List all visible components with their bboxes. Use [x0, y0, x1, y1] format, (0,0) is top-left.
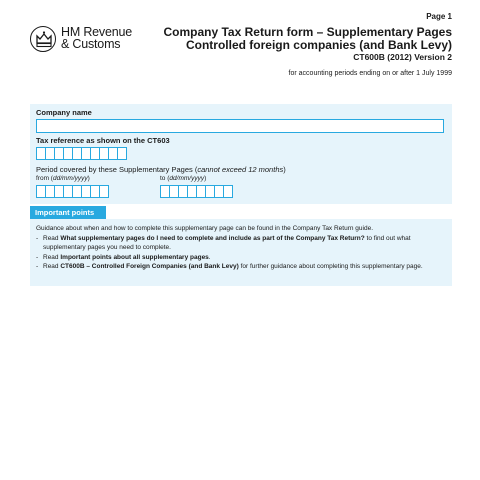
- date-box[interactable]: [99, 185, 109, 198]
- form-title-block: [162, 26, 452, 79]
- brand-line-1: HM Revenue: [61, 25, 132, 39]
- from-label: from (dd/mm/yyyy): [36, 175, 90, 182]
- page-number: Page 1: [426, 12, 452, 21]
- tax-ref-box[interactable]: [117, 147, 127, 160]
- tax-reference-label: Tax reference as shown on the CT603: [36, 136, 170, 145]
- guidance-list: [36, 234, 446, 272]
- guidance-intro: Guidance about when and how to complete this supplementary page can be found in the Company Tax Return guide.: [36, 225, 374, 232]
- period-from-group: [36, 175, 160, 198]
- list-item: - Read CT600B – Controlled Foreign Companies (and Bank Levy) for further guidance about completing this supplementary page.: [36, 263, 423, 270]
- period-label-end: ): [283, 165, 286, 174]
- period-label-main: Period covered by these Supplementary Pages (: [36, 165, 198, 174]
- period-from-input[interactable]: [36, 185, 160, 198]
- important-points-panel: [30, 219, 452, 286]
- brand-name: [61, 26, 132, 50]
- period-row: [36, 175, 446, 198]
- form-title-line-1: Company Tax Return form – Supplementary Pages: [163, 25, 452, 39]
- company-name-label: Company name: [36, 108, 92, 117]
- period-label-italic: cannot exceed 12 months: [197, 165, 284, 174]
- period-label: [36, 165, 446, 175]
- company-name-input[interactable]: [36, 119, 444, 133]
- crown-crest-icon: [30, 26, 56, 52]
- tax-reference-input[interactable]: [36, 147, 446, 160]
- hmrc-logo: [30, 26, 140, 58]
- list-item: - Read What supplementary pages do I need to complete and include as part of the Company Tax Return? to find out what supplementary pages you need to complete.: [36, 234, 411, 251]
- form-code: CT600B (2012) Version 2: [353, 52, 452, 62]
- to-label: to (dd/mm/yyyy): [160, 175, 207, 182]
- important-points-tab: Important points: [30, 206, 106, 219]
- form-applicability: for accounting periods ending on or after 1 July 1999: [288, 70, 452, 77]
- form-title-line-2: Controlled foreign companies (and Bank Levy): [185, 38, 452, 52]
- company-details-panel: [30, 104, 452, 204]
- period-to-input[interactable]: [160, 185, 232, 198]
- period-to-group: [160, 175, 232, 198]
- list-item: - Read Important points about all supplementary pages.: [36, 253, 211, 261]
- brand-line-2: & Customs: [61, 37, 121, 51]
- date-box[interactable]: [223, 185, 233, 198]
